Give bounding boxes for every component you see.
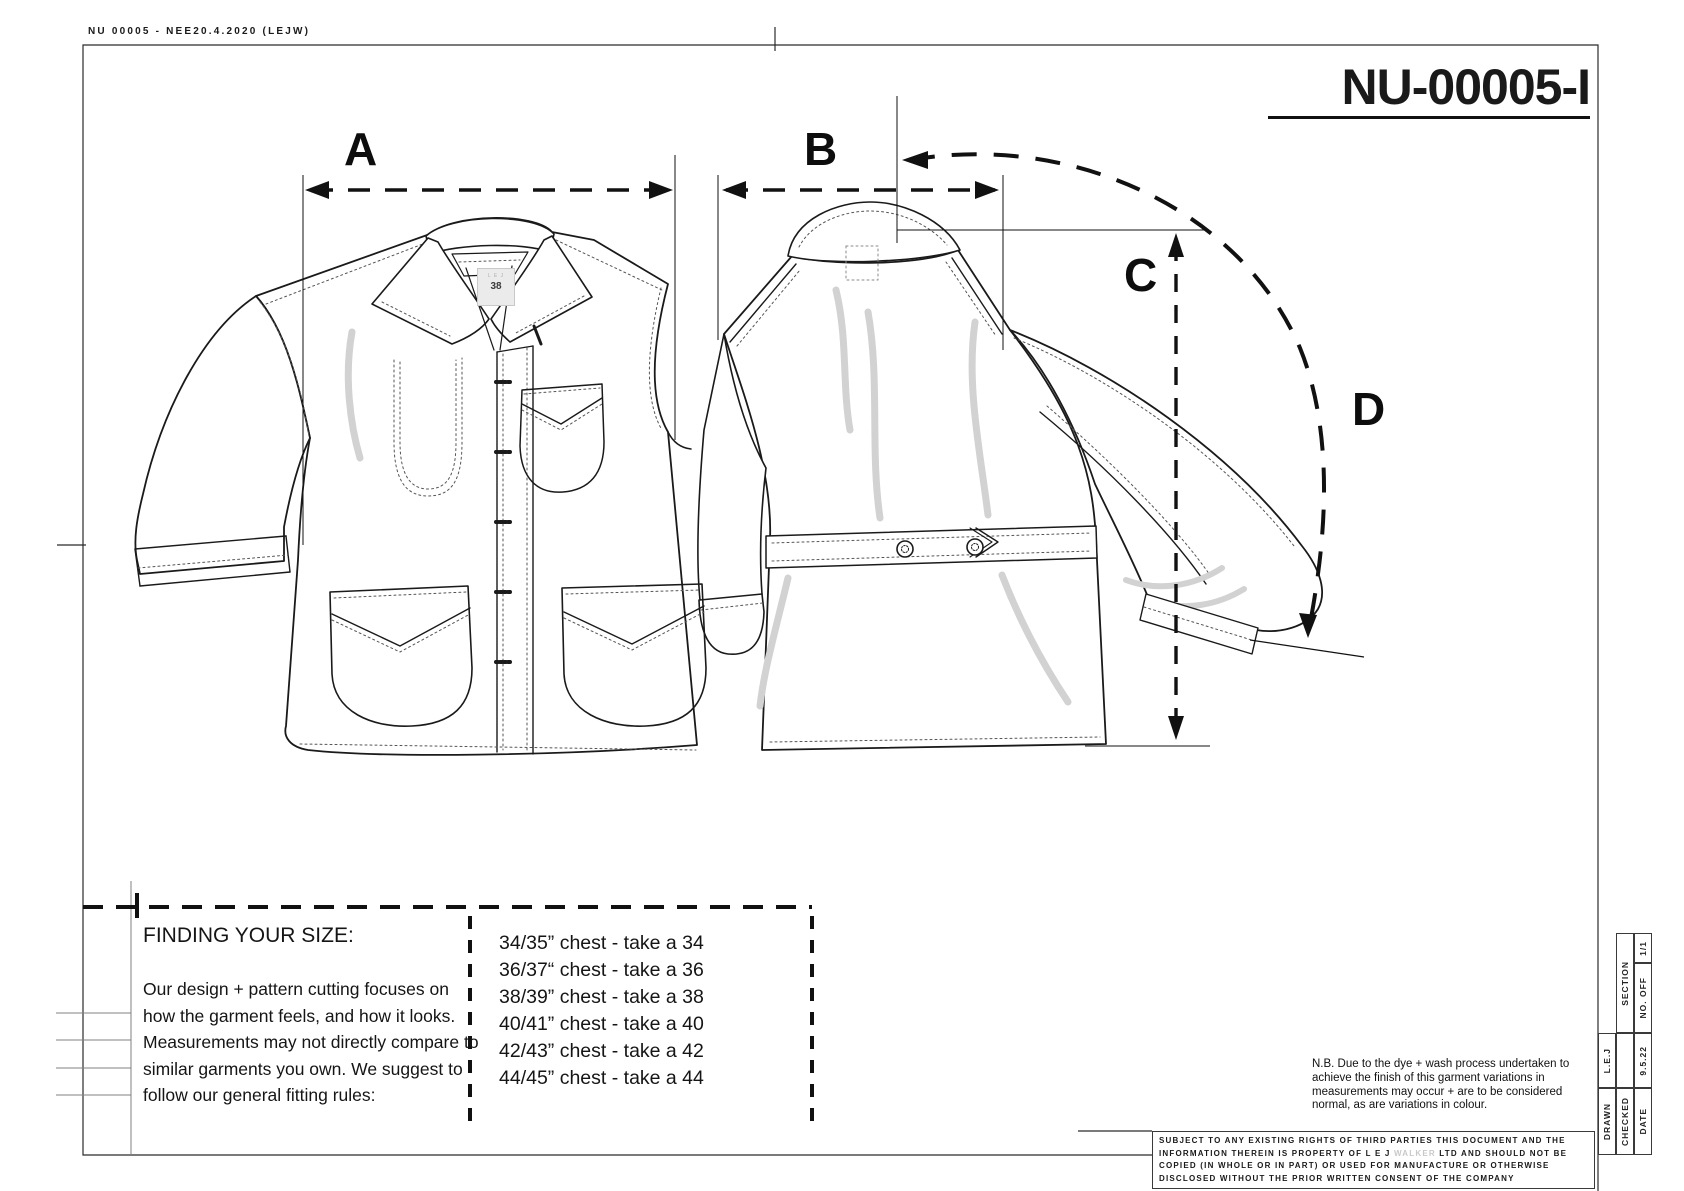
front-right-armhole <box>668 432 691 449</box>
jacket-back-view <box>698 202 1322 750</box>
back-left-cuff <box>699 594 764 654</box>
belt-button <box>897 541 913 557</box>
arrowhead-down <box>1168 716 1184 740</box>
document-reference: NU 00005 - NEE20.4.2020 (LEJW) <box>88 26 311 37</box>
size-rule: 36/37“ chest - take a 36 <box>499 959 704 981</box>
arrowhead-left <box>722 181 746 199</box>
title-block-date: DATE <box>1634 1088 1652 1155</box>
title-block-checked: CHECKED <box>1616 1088 1634 1155</box>
size-rule: 44/45” chest - take a 44 <box>499 1067 704 1089</box>
title-block-no-off: NO. OFF <box>1634 963 1652 1033</box>
arrowhead-left <box>902 151 928 169</box>
title-block-section: SECTION <box>1616 933 1634 1033</box>
belt-button <box>967 539 983 555</box>
title-block-drawn-value: L.E.J <box>1598 1033 1616 1088</box>
finding-size-heading: FINDING YOUR SIZE: <box>143 924 354 947</box>
size-rule: 40/41” chest - take a 40 <box>499 1013 704 1035</box>
legal-notice <box>1152 1131 1595 1189</box>
arrowhead-left <box>305 181 329 199</box>
legal-text: SUBJECT TO ANY EXISTING RIGHTS OF THIRD PARTIES THIS DOCUMENT AND THE INFORMATION THEREIN IS PROPERTY OF L E J <box>1159 1136 1566 1158</box>
size-rule: 42/43” chest - take a 42 <box>499 1040 704 1062</box>
brand-text: L E J <box>487 273 505 279</box>
arrowhead-right <box>975 181 999 199</box>
legal-faded-word: WALKER <box>1394 1148 1436 1158</box>
title-block-drawn: DRAWN <box>1598 1088 1616 1155</box>
legal-text: LTD AND SHOULD NOT BE COPIED (IN WHOLE OR IN PART) OR USED FOR MANUFACTURE OR OTHERWISE DISCLOSED WITHOUT THE PRIOR WRITTEN CONSENT OF THE COMPANY <box>1159 1148 1568 1183</box>
title-block-no-off-value: 1/1 <box>1634 933 1652 963</box>
arrowhead-down <box>1299 613 1317 638</box>
dim-label-d: D <box>1352 383 1386 435</box>
title-underline <box>1268 116 1590 119</box>
size-rules-list <box>499 930 704 1092</box>
arrowhead-up <box>1168 233 1184 257</box>
page-title: NU-00005-I <box>1341 59 1590 115</box>
size-rule: 38/39” chest - take a 38 <box>499 986 704 1008</box>
finding-size-body: Our design + pattern cutting focuses on how the garment feels, and how it looks. Measurements may not directly compare to similar garments you own. We suggest to follow our general fitting rules: <box>143 979 479 1106</box>
dim-label-a: A <box>344 123 378 175</box>
margin-ticks <box>56 881 131 1155</box>
arrowhead-right <box>649 181 673 199</box>
size-rule: 34/35” chest - take a 34 <box>499 932 704 954</box>
title-block-checked-value <box>1616 1033 1634 1088</box>
title-block-date-value: 9.5.22 <box>1634 1033 1652 1088</box>
jacket-front-view <box>135 218 706 755</box>
size-number: 38 <box>490 281 502 292</box>
garment-size-label <box>477 268 515 306</box>
dim-label-c: C <box>1124 249 1158 301</box>
dim-label-b: B <box>804 123 838 175</box>
nb-note: N.B. Due to the dye + wash process undertaken to achieve the finish of this garment variations in measurements may occur + are to be considered normal, as are variations in colour. <box>1312 1058 1570 1112</box>
